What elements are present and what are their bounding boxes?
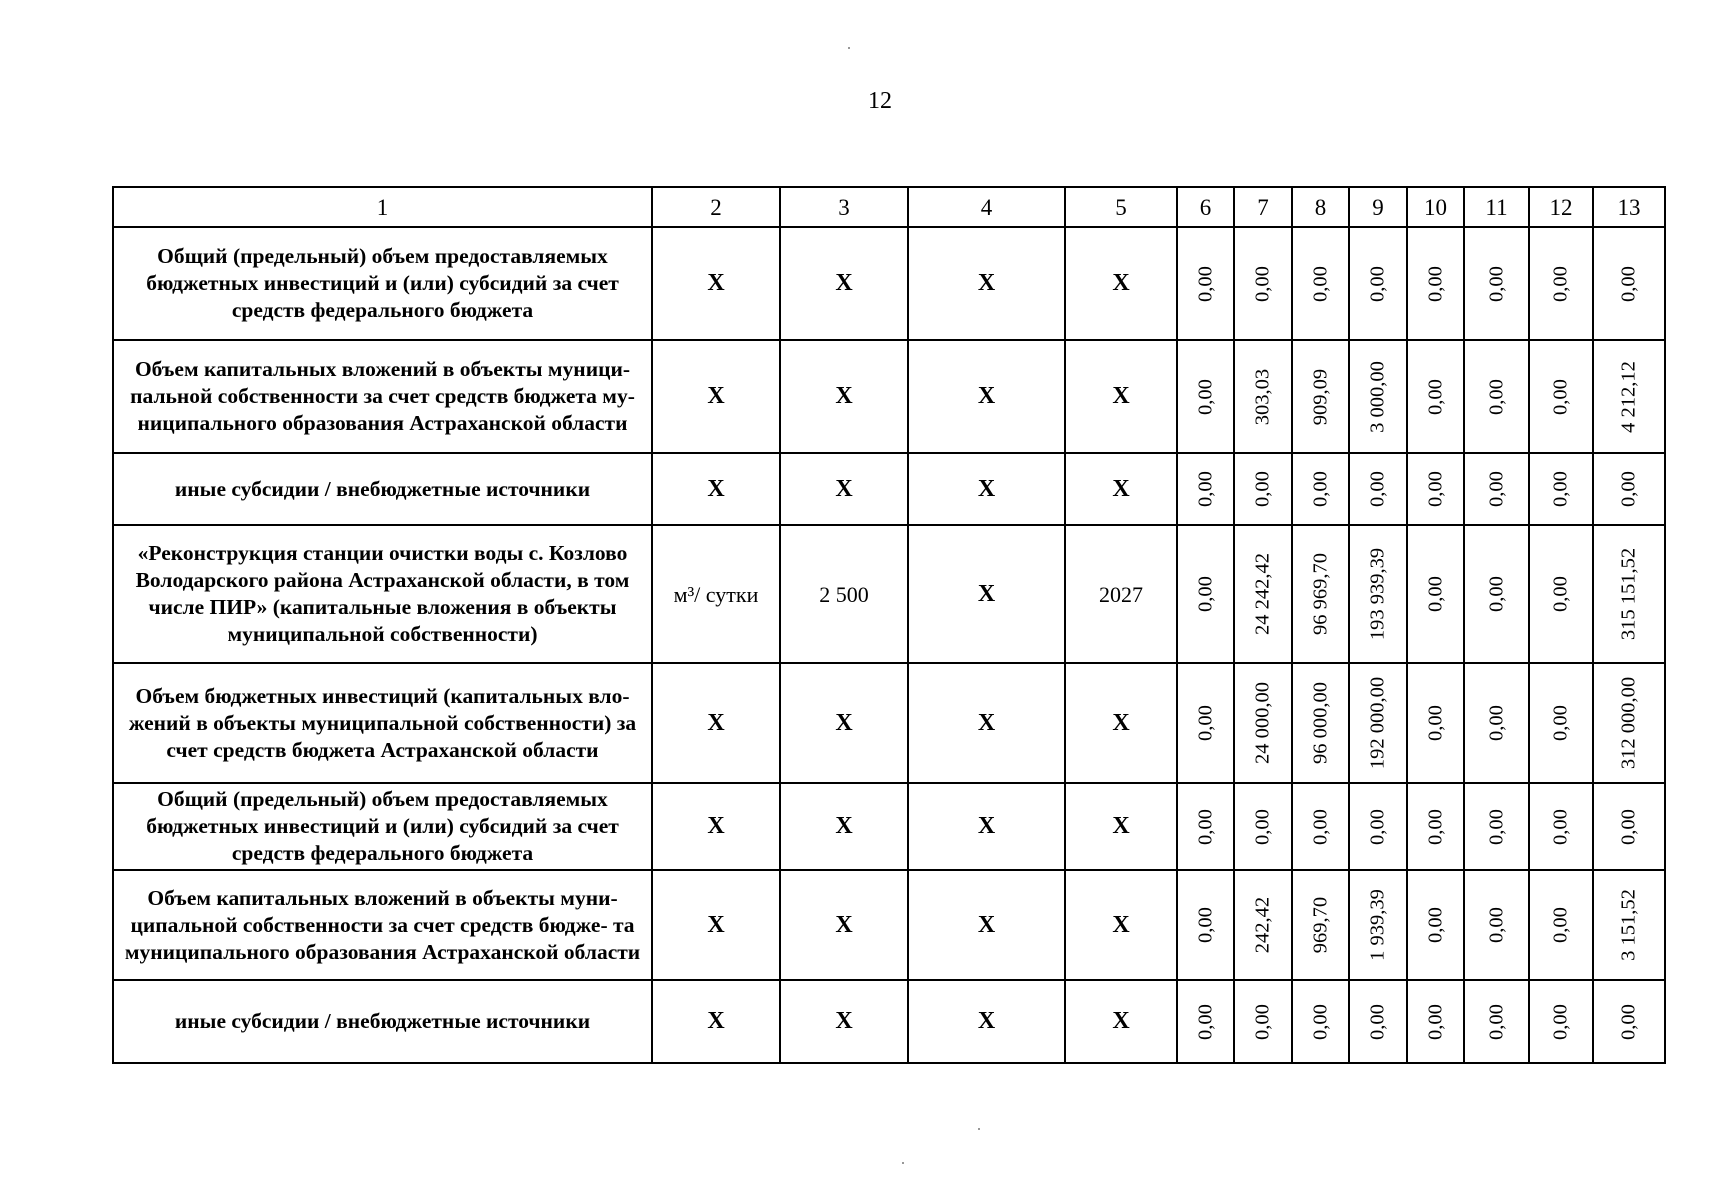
- cell-c5: X: [1065, 340, 1177, 453]
- value-cell: [1349, 525, 1407, 663]
- value-cell: [1593, 980, 1665, 1063]
- value-text: 0,00: [1485, 471, 1507, 507]
- value-cell: [1177, 340, 1234, 453]
- value-cell: [1177, 525, 1234, 663]
- cell-c2: X: [652, 783, 780, 870]
- row-description: Общий (предельный) объем предоставляемых бюджетных инвестиций и (или) субсидий за счет средств федерального бюджета: [113, 227, 652, 340]
- value-cell: [1464, 453, 1529, 525]
- value-text: 0,00: [1424, 265, 1446, 302]
- row-description: иные субсидии / внебюджетные источники: [113, 980, 652, 1063]
- value-text: 0,00: [1309, 808, 1331, 845]
- value-cell: [1292, 980, 1349, 1063]
- value-cell: [1529, 340, 1593, 453]
- value-cell: [1234, 980, 1292, 1063]
- value-cell: [1177, 980, 1234, 1063]
- col-header-13: 13: [1593, 187, 1665, 227]
- value-cell: [1349, 340, 1407, 453]
- value-text: 0,00: [1194, 808, 1216, 845]
- cell-c5: X: [1065, 783, 1177, 870]
- value-cell: [1292, 453, 1349, 525]
- value-text: 1 939,39: [1366, 889, 1389, 961]
- cell-c2: X: [652, 227, 780, 340]
- table-row: [113, 870, 1665, 980]
- row-description: «Реконструкция станции очистки воды с. Козлово Володарского района Астраханской области, в том числе ПИР» (капитальные вложения в объекты муниципальной собственности): [113, 525, 652, 663]
- value-text: 24 242,42: [1251, 553, 1274, 635]
- value-text: 0,00: [1549, 471, 1572, 507]
- cell-c4: X: [908, 870, 1065, 980]
- value-cell: [1529, 663, 1593, 783]
- value-cell: [1464, 340, 1529, 453]
- cell-c3: X: [780, 870, 908, 980]
- value-text: 969,70: [1309, 896, 1331, 954]
- value-cell: [1529, 870, 1593, 980]
- value-text: 0,00: [1549, 808, 1572, 845]
- value-text: 0,00: [1617, 265, 1640, 302]
- value-text: 0,00: [1366, 471, 1389, 507]
- value-cell: [1177, 227, 1234, 340]
- cell-c4: X: [908, 783, 1065, 870]
- value-cell: [1529, 227, 1593, 340]
- value-cell: [1407, 525, 1464, 663]
- value-cell: [1234, 227, 1292, 340]
- value-cell: [1349, 783, 1407, 870]
- value-cell: [1234, 525, 1292, 663]
- value-text: 909,09: [1309, 368, 1331, 425]
- cell-c2: X: [652, 663, 780, 783]
- value-text: 0,00: [1194, 576, 1216, 612]
- cell-c3: 2 500: [780, 525, 908, 663]
- value-cell: [1292, 870, 1349, 980]
- value-text: 303,03: [1251, 368, 1274, 425]
- value-cell: [1593, 227, 1665, 340]
- value-cell: [1234, 663, 1292, 783]
- value-text: 0,00: [1549, 705, 1572, 741]
- cell-c2: X: [652, 980, 780, 1063]
- cell-c5: X: [1065, 980, 1177, 1063]
- value-text: 0,00: [1309, 265, 1331, 302]
- value-text: 0,00: [1366, 1003, 1389, 1040]
- value-cell: [1349, 453, 1407, 525]
- value-text: 0,00: [1424, 378, 1446, 415]
- value-cell: [1349, 227, 1407, 340]
- col-header-2: 2: [652, 187, 780, 227]
- value-cell: [1292, 525, 1349, 663]
- value-text: 0,00: [1549, 1003, 1572, 1040]
- value-text: 3 000,00: [1366, 360, 1389, 433]
- value-cell: [1464, 663, 1529, 783]
- value-text: 0,00: [1424, 705, 1446, 741]
- cell-c4: X: [908, 227, 1065, 340]
- value-cell: [1177, 783, 1234, 870]
- cell-c3: X: [780, 340, 908, 453]
- value-text: 0,00: [1424, 808, 1446, 845]
- value-text: 192 000,00: [1366, 676, 1389, 770]
- cell-c3: X: [780, 783, 908, 870]
- value-text: 3 151,52: [1617, 889, 1640, 961]
- value-cell: [1407, 783, 1464, 870]
- value-text: 0,00: [1251, 471, 1274, 507]
- value-text: 0,00: [1549, 378, 1572, 415]
- cell-c2: X: [652, 340, 780, 453]
- value-text: 0,00: [1366, 265, 1389, 302]
- value-text: 0,00: [1485, 705, 1507, 741]
- col-header-8: 8: [1292, 187, 1349, 227]
- value-cell: [1464, 783, 1529, 870]
- value-text: 0,00: [1424, 1003, 1446, 1040]
- value-text: 0,00: [1549, 576, 1572, 612]
- value-cell: [1529, 453, 1593, 525]
- value-text: 0,00: [1485, 907, 1507, 943]
- value-cell: [1234, 870, 1292, 980]
- table-row: [113, 340, 1665, 453]
- value-text: 0,00: [1485, 808, 1507, 845]
- table-row: [113, 783, 1665, 870]
- cell-c4: X: [908, 340, 1065, 453]
- value-text: 0,00: [1485, 265, 1507, 302]
- cell-c3: X: [780, 227, 908, 340]
- cell-c2: X: [652, 453, 780, 525]
- value-cell: [1407, 663, 1464, 783]
- value-text: 193 939,39: [1366, 547, 1389, 641]
- value-cell: [1464, 227, 1529, 340]
- value-text: 0,00: [1194, 378, 1216, 415]
- row-description: Объем капитальных вложений в объекты муници- пальной собственности за счет средств бюджета му- ниципального образования Астраханской области: [113, 340, 652, 453]
- value-text: 0,00: [1309, 1003, 1331, 1040]
- cell-c4: X: [908, 980, 1065, 1063]
- value-text: 312 000,00: [1617, 676, 1640, 770]
- value-cell: [1593, 783, 1665, 870]
- value-text: 4 212,12: [1617, 360, 1640, 433]
- value-text: 0,00: [1309, 471, 1331, 507]
- value-cell: [1234, 783, 1292, 870]
- col-header-10: 10: [1407, 187, 1464, 227]
- value-text: 96 969,70: [1309, 553, 1331, 635]
- cell-c5: X: [1065, 870, 1177, 980]
- value-text: 0,00: [1485, 378, 1507, 415]
- value-text: 0,00: [1194, 471, 1216, 507]
- value-text: 0,00: [1194, 1003, 1216, 1040]
- value-cell: [1234, 340, 1292, 453]
- row-description: Общий (предельный) объем предоставляемых бюджетных инвестиций и (или) субсидий за счет средств федерального бюджета: [113, 783, 652, 870]
- col-header-5: 5: [1065, 187, 1177, 227]
- row-description: Объем бюджетных инвестиций (капитальных вло- жений в объекты муниципальной собственности) за счет средств бюджета Астраханской области: [113, 663, 652, 783]
- value-cell: [1234, 453, 1292, 525]
- value-cell: [1292, 783, 1349, 870]
- cell-c2: X: [652, 870, 780, 980]
- value-text: 0,00: [1366, 808, 1389, 845]
- value-cell: [1407, 980, 1464, 1063]
- value-cell: [1593, 663, 1665, 783]
- cell-c5: X: [1065, 663, 1177, 783]
- value-cell: [1529, 525, 1593, 663]
- row-description: иные субсидии / внебюджетные источники: [113, 453, 652, 525]
- value-cell: [1292, 663, 1349, 783]
- cell-c4: X: [908, 663, 1065, 783]
- value-cell: [1464, 525, 1529, 663]
- value-cell: [1292, 340, 1349, 453]
- value-text: 96 000,00: [1309, 682, 1331, 764]
- value-text: 0,00: [1617, 471, 1640, 507]
- value-cell: [1464, 870, 1529, 980]
- value-cell: [1349, 663, 1407, 783]
- col-header-9: 9: [1349, 187, 1407, 227]
- value-cell: [1349, 980, 1407, 1063]
- value-cell: [1407, 340, 1464, 453]
- cell-c2: м³/ сутки: [652, 525, 780, 663]
- cell-c3: X: [780, 453, 908, 525]
- value-cell: [1593, 870, 1665, 980]
- value-text: 0,00: [1549, 265, 1572, 302]
- value-cell: [1529, 783, 1593, 870]
- value-text: 0,00: [1194, 907, 1216, 943]
- table-row: [113, 227, 1665, 340]
- value-cell: [1292, 227, 1349, 340]
- col-header-3: 3: [780, 187, 908, 227]
- value-cell: [1593, 453, 1665, 525]
- table-row: [113, 525, 1665, 663]
- cell-c5: X: [1065, 227, 1177, 340]
- col-header-6: 6: [1177, 187, 1234, 227]
- value-text: 0,00: [1251, 265, 1274, 302]
- cell-c5: X: [1065, 453, 1177, 525]
- value-text: 0,00: [1549, 907, 1572, 943]
- value-cell: [1177, 663, 1234, 783]
- value-text: 0,00: [1251, 808, 1274, 845]
- value-text: 0,00: [1617, 808, 1640, 845]
- cell-c3: X: [780, 980, 908, 1063]
- col-header-11: 11: [1464, 187, 1529, 227]
- table-row: [113, 663, 1665, 783]
- value-text: 24 000,00: [1251, 682, 1274, 764]
- value-text: 242,42: [1251, 896, 1274, 954]
- value-cell: [1593, 525, 1665, 663]
- value-cell: [1464, 980, 1529, 1063]
- value-text: 0,00: [1485, 1003, 1507, 1040]
- col-header-12: 12: [1529, 187, 1593, 227]
- value-text: 0,00: [1424, 471, 1446, 507]
- value-cell: [1177, 453, 1234, 525]
- value-text: 0,00: [1251, 1003, 1274, 1040]
- table-row: [113, 453, 1665, 525]
- value-cell: [1407, 453, 1464, 525]
- cell-c4: X: [908, 453, 1065, 525]
- value-text: 0,00: [1424, 576, 1446, 612]
- page-number: 12: [868, 88, 892, 114]
- cell-c4: X: [908, 525, 1065, 663]
- table-row: [113, 980, 1665, 1063]
- value-cell: [1407, 227, 1464, 340]
- value-cell: [1349, 870, 1407, 980]
- col-header-1: 1: [113, 187, 652, 227]
- value-text: 0,00: [1194, 705, 1216, 741]
- value-text: 315 151,52: [1617, 547, 1640, 641]
- value-cell: [1593, 340, 1665, 453]
- cell-c5: 2027: [1065, 525, 1177, 663]
- col-header-7: 7: [1234, 187, 1292, 227]
- value-text: 0,00: [1617, 1003, 1640, 1040]
- value-cell: [1177, 870, 1234, 980]
- value-cell: [1529, 980, 1593, 1063]
- cell-c3: X: [780, 663, 908, 783]
- value-text: 0,00: [1424, 907, 1446, 943]
- header-row: [113, 187, 1665, 227]
- value-text: 0,00: [1194, 265, 1216, 302]
- col-header-4: 4: [908, 187, 1065, 227]
- table-body: [113, 227, 1665, 1063]
- value-cell: [1407, 870, 1464, 980]
- row-description: Объем капитальных вложений в объекты муни- ципальной собственности за счет средств бюдже- та муниципального образования Астраханской области: [113, 870, 652, 980]
- value-text: 0,00: [1485, 576, 1507, 612]
- budget-table: [112, 186, 1666, 1064]
